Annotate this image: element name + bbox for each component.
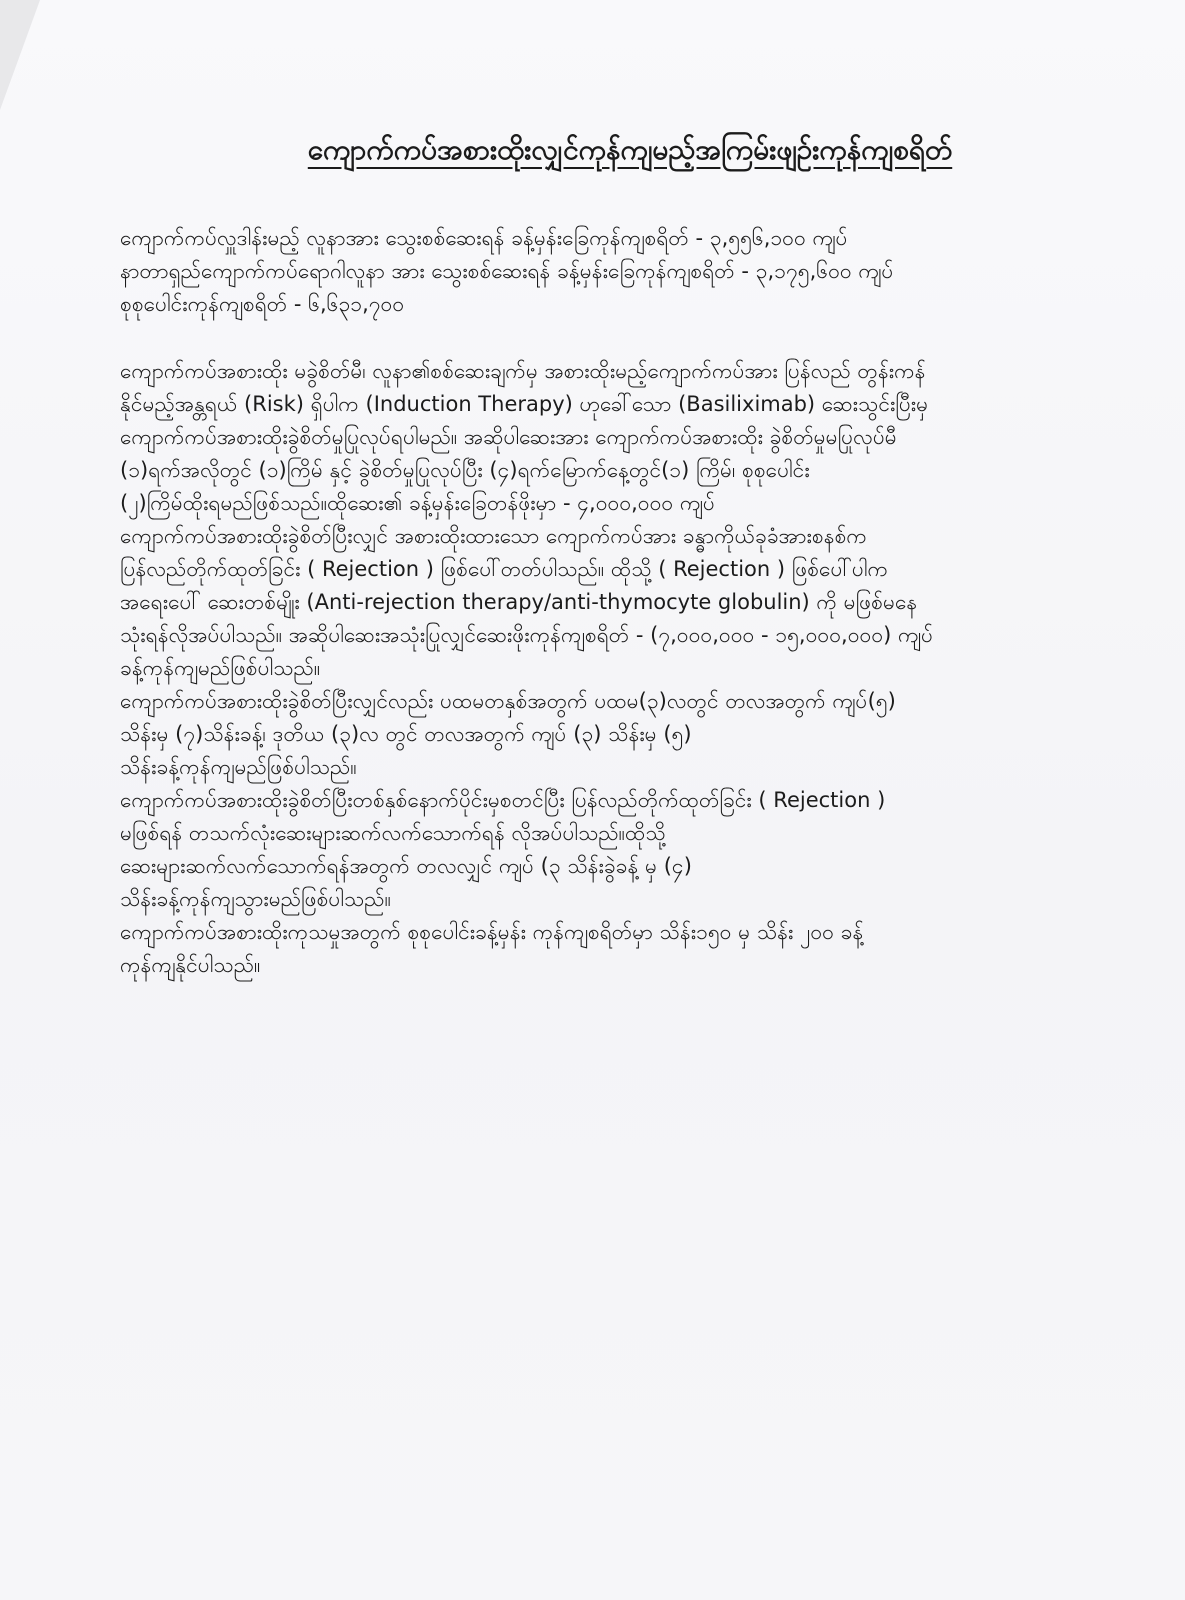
treatment-details (120, 355, 1110, 982)
donor-test-cost-line: ကျောက်ကပ်လှူဒါန်းမည့် လူနာအား သွေးစစ်ဆေးရန် ခန့်မှန်းခြေကုန်ကျစရိတ် - ၃,၅၅၆,၁၀၀ ကျပ် (120, 226, 848, 250)
text-line: သုံးရန်လိုအပ်ပါသည်။ အဆိုပါဆေးအသုံးပြုလျှင်ဆေးဖိုးကုန်ကျစရိတ် - (၇,၀၀၀,၀၀၀ - ၁၅,၀၀၀,၀၀၀) ကျပ် (120, 623, 934, 647)
text-line: သိန်းခန့်ကုန်ကျမည်ဖြစ်ပါသည်။ (120, 755, 357, 779)
text-line: (၁)ရက်အလိုတွင် (၁)ကြိမ် နှင့် ခွဲစိတ်မှုပြုလုပ်ပြီး (၄)ရက်မြောက်နေ့တွင်(၁) ကြိမ်၊ စုစုပေါင်း (120, 458, 810, 482)
text-line: ခန့်ကုန်ကျမည်ဖြစ်ပါသည်။ (120, 656, 321, 680)
total-cost-line: စုစုပေါင်းကုန်ကျစရိတ် - ၆,၆၃၁,၇၀၀ (120, 292, 405, 316)
text-line: သိန်းခန့်ကုန်ကျသွားမည်ဖြစ်ပါသည်။ (120, 887, 391, 911)
text-line: သိန်းမှ (၇)သိန်းခန့်၊ ဒုတိယ (၃)လ တွင် တလအတွက် ကျပ် (၃) သိန်းမှ (၅) (120, 722, 692, 746)
patient-test-cost-line: နာတာရှည်ကျောက်ကပ်ရောဂါလူနာ အား သွေးစစ်ဆေးရန် ခန့်မှန်းခြေကုန်ကျစရိတ် - ၃,၁၇၅,၆၀၀ ကျပ် (120, 259, 894, 283)
cost-summary (120, 222, 1110, 321)
text-line: ကျောက်ကပ်အစားထိုးခွဲစိတ်ပြီးတစ်နှစ်နောက်ပိုင်းမှစတင်ပြီး ပြန်လည်တိုက်ထုတ်ခြင်း ( Rejection ) (120, 788, 886, 812)
text-line: ပြန်လည်တိုက်ထုတ်ခြင်း ( Rejection ) ဖြစ်ပေါ်တတ်ပါသည်။ ထိုသို့ ( Rejection ) ဖြစ်ပေါ်ပါက (120, 557, 889, 581)
text-line: အရေးပေါ် ဆေးတစ်မျိုး (Anti-rejection therapy/anti-thymocyte globulin) ကို မဖြစ်မနေ (120, 590, 918, 614)
text-line: ကုန်ကျနိုင်ပါသည်။ (120, 953, 261, 977)
text-line: ကျောက်ကပ်အစားထိုး မခွဲစိတ်မီ၊ လူနာ၏စစ်ဆေးချက်မှ အစားထိုးမည့်ကျောက်ကပ်အား ပြန်လည် တွန်းကန် (120, 359, 926, 383)
text-line: ဆေးများဆက်လက်သောက်ရန်အတွက် တလလျှင် ကျပ် (၃ သိန်းခွဲခန့် မှ (၄) (120, 854, 692, 878)
text-line: မဖြစ်ရန် တသက်လုံးဆေးများဆက်လက်သောက်ရန် လိုအပ်ပါသည်။ထိုသို့ (120, 821, 666, 845)
folded-corner (0, 0, 40, 110)
text-line: (၂)ကြိမ်ထိုးရမည်ဖြစ်သည်။ထိုဆေး၏ ခန့်မှန်းခြေတန်ဖိုးမှာ - ၄,၀၀၀,၀၀၀ ကျပ် (120, 491, 716, 515)
text-line: ကျောက်ကပ်အစားထိုးခွဲစိတ်မှုပြုလုပ်ရပါမည်။ အဆိုပါဆေးအား ကျောက်ကပ်အစားထိုး ခွဲစိတ်မှုမပြုလုပ်မီ (120, 425, 897, 449)
text-line: ကျောက်ကပ်အစားထိုးကုသမှုအတွက် စုစုပေါင်းခန့်မှန်း ကုန်ကျစရိတ်မှာ သိန်း၁၅၀ မှ သိန်း ၂၀၀ ခန့် (120, 920, 864, 944)
document-title: ကျောက်ကပ်အစားထိုးလျှင်ကုန်ကျမည့်အကြမ်းဖျဉ်းကုန်ကျစရိတ် (307, 133, 953, 166)
document-body (120, 222, 1110, 982)
text-line: ကျောက်ကပ်အစားထိုးခွဲစိတ်ပြီးလျှင် အစားထိုးထားသော ကျောက်ကပ်အား ခန္ဓာကိုယ်ခုခံအားစနစ်က (120, 524, 867, 548)
text-line: ကျောက်ကပ်အစားထိုးခွဲစိတ်ပြီးလျှင်လည်း ပထမတနှစ်အတွက် ပထမ(၃)လတွင် တလအတွက် ကျပ်(၅) (120, 689, 896, 713)
text-line: နိုင်မည့်အန္တရယ် (Risk) ရှိပါက (Induction Therapy) ဟုခေါ်သော (Basiliximab) ဆေးသွင်းပြီးမှ (120, 392, 929, 416)
